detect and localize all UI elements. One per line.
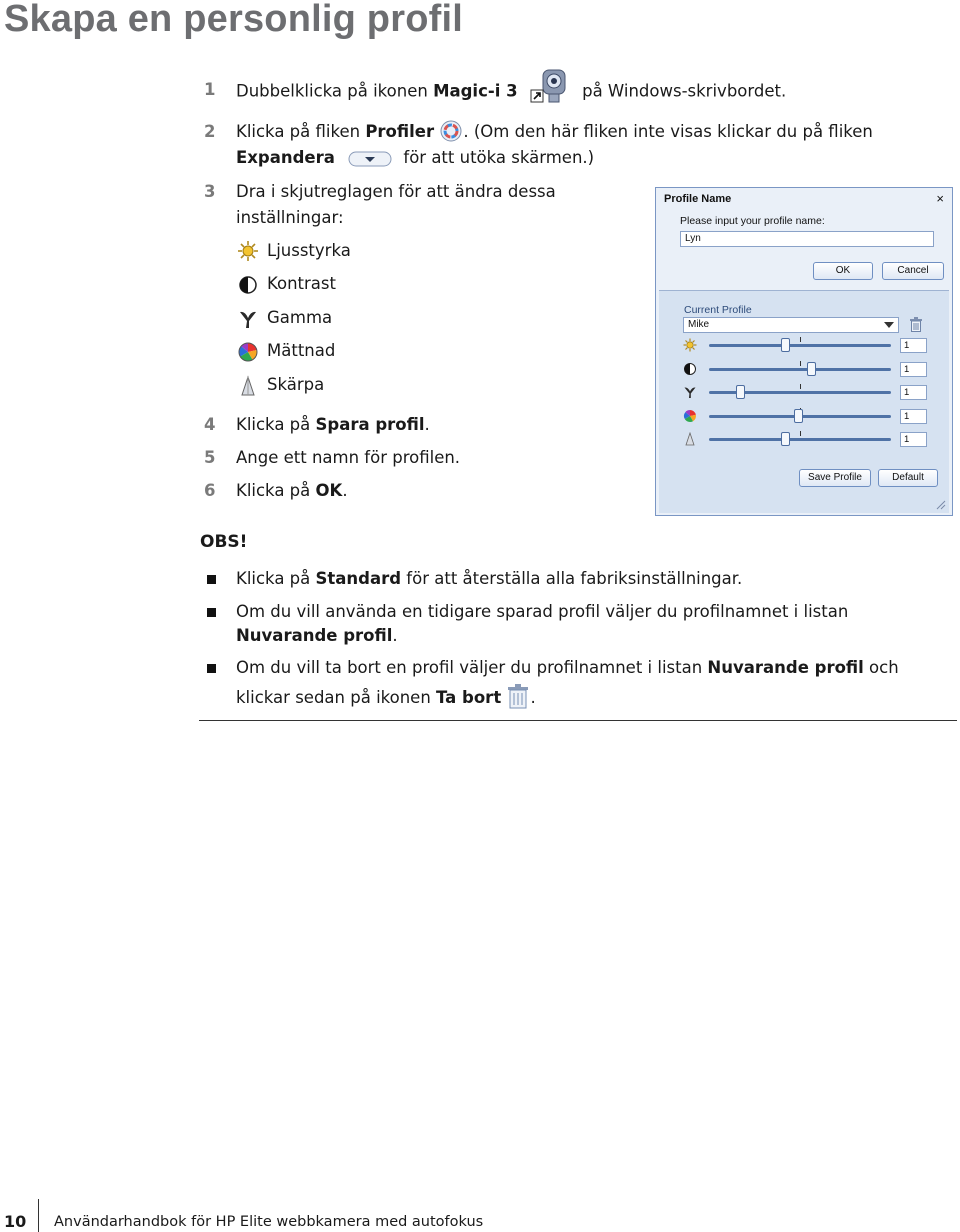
setting-label-sharpness: Skärpa (267, 375, 325, 394)
slider-value-field[interactable]: 1 (900, 432, 927, 447)
slider-value-field[interactable]: 1 (900, 362, 927, 377)
step-text: . (424, 415, 430, 434)
trash-icon[interactable] (909, 317, 923, 332)
setting-label-contrast: Kontrast (267, 274, 336, 293)
step-number: 5 (204, 448, 216, 467)
slider-center-tick (800, 361, 801, 366)
step-text: för att utöka skärmen.) (398, 148, 595, 167)
step-2-text-line2 (236, 146, 594, 170)
bullet-icon (207, 664, 216, 673)
sun-icon (237, 240, 259, 262)
profile-name-input[interactable]: Lyn (680, 231, 934, 247)
slider-center-tick (800, 337, 801, 342)
gamma-icon (683, 385, 697, 399)
step-5-text: Ange ett namn för profilen. (236, 448, 461, 467)
current-profile-select[interactable] (683, 317, 899, 333)
step-3-text-line2: inställningar: (236, 208, 344, 227)
note-text: Om du vill ta bort en profil väljer du profilnamnet i listan (236, 658, 708, 677)
slider-row (683, 430, 933, 450)
slider-track[interactable] (709, 344, 891, 347)
slider-thumb[interactable] (794, 409, 803, 423)
current-profile-label: Current Profile (684, 304, 752, 316)
note-bold: Standard (315, 569, 402, 588)
note-text: och (863, 658, 899, 677)
slider-track[interactable] (709, 438, 891, 441)
step-number: 1 (204, 80, 216, 99)
slider-thumb[interactable] (781, 432, 790, 446)
footer-divider (38, 1199, 39, 1232)
chevron-down-icon (884, 322, 894, 328)
gamma-icon (237, 308, 259, 330)
note-text: för att återställa alla fabriksinställningar. (401, 569, 743, 588)
step-number: 4 (204, 415, 216, 434)
section-divider (199, 720, 957, 721)
note-text: Klicka på (236, 569, 316, 588)
setting-label-saturation: Mättnad (267, 341, 336, 360)
slider-track[interactable] (709, 368, 891, 371)
trash-icon (506, 683, 530, 709)
step-text: . (342, 481, 348, 500)
step-1-text (236, 78, 786, 106)
note-text: . (392, 626, 398, 645)
slider-thumb[interactable] (781, 338, 790, 352)
step-number: 6 (204, 481, 216, 500)
profile-settings-panel (659, 290, 949, 513)
step-2-text (236, 120, 873, 144)
note-heading: OBS! (200, 532, 248, 552)
expand-tab-icon (348, 150, 392, 168)
slider-thumb[interactable] (736, 385, 745, 399)
note-item-3-line2 (236, 686, 536, 710)
save-profile-button[interactable]: Save Profile (799, 469, 871, 487)
sharpness-cone-icon (683, 432, 697, 446)
step-text: på Windows-skrivbordet. (582, 81, 787, 101)
sharpness-cone-icon (237, 375, 259, 397)
step-6-text (236, 479, 348, 503)
profile-name-dialog (655, 187, 953, 516)
step-text: Klicka på (236, 415, 316, 434)
resize-grip-icon[interactable] (936, 500, 946, 510)
footer-text: Användarhandbok för HP Elite webbkamera med autofokus (54, 1214, 484, 1230)
slider-thumb[interactable] (807, 362, 816, 376)
setting-label-gamma: Gamma (267, 308, 333, 327)
slider-row (683, 360, 933, 380)
step-bold: Magic-i 3 (433, 81, 518, 101)
sun-icon (683, 338, 697, 352)
step-text: Dubbelklicka på ikonen (236, 81, 434, 101)
profiles-tab-icon (439, 119, 463, 143)
setting-label-brightness: Ljusstyrka (267, 241, 351, 260)
slider-row (683, 383, 933, 403)
slider-center-tick (800, 384, 801, 389)
step-bold: Expandera (236, 148, 335, 167)
current-profile-value: Mike (688, 319, 710, 330)
note-text: . (530, 688, 536, 707)
profile-name-prompt: Please input your profile name: (680, 215, 825, 227)
color-wheel-icon (237, 341, 259, 363)
step-bold: Spara profil (315, 415, 425, 434)
note-item-1 (236, 567, 742, 591)
slider-row (683, 407, 933, 427)
step-bold: OK (315, 481, 343, 500)
step-text: Klicka på (236, 481, 316, 500)
step-text: Klicka på fliken (236, 122, 366, 141)
page-title: Skapa en personlig profil (4, 0, 463, 40)
magic-i-webcam-icon (527, 66, 573, 106)
page-number: 10 (4, 1212, 27, 1231)
color-wheel-icon (683, 409, 697, 423)
cancel-button[interactable]: Cancel (882, 262, 944, 280)
note-bold: Nuvarande profil (236, 626, 393, 645)
bullet-icon (207, 608, 216, 617)
contrast-icon (237, 274, 259, 296)
ok-button[interactable]: OK (813, 262, 873, 280)
dialog-title: Profile Name (664, 193, 732, 205)
slider-row (683, 336, 933, 356)
close-icon[interactable]: × (936, 191, 944, 206)
contrast-icon (683, 362, 697, 376)
step-4-text (236, 413, 430, 437)
step-number: 3 (204, 182, 216, 201)
note-item-2: Om du vill använda en tidigare sparad profil väljer du profilnamnet i listan (236, 602, 849, 621)
slider-value-field[interactable]: 1 (900, 338, 927, 353)
note-bold: Ta bort (436, 688, 502, 707)
default-button[interactable]: Default (878, 469, 938, 487)
bullet-icon (207, 575, 216, 584)
step-text: . (Om den här fliken inte visas klickar du på fliken (463, 122, 873, 141)
step-3-text: Dra i skjutreglagen för att ändra dessa (236, 182, 556, 201)
slider-value-field[interactable]: 1 (900, 385, 927, 400)
slider-value-field[interactable]: 1 (900, 409, 927, 424)
note-item-2-line2 (236, 624, 398, 648)
step-bold: Profiler (365, 122, 435, 141)
step-number: 2 (204, 122, 216, 141)
slider-center-tick (800, 431, 801, 436)
note-bold: Nuvarande profil (707, 658, 864, 677)
note-text: klickar sedan på ikonen (236, 688, 437, 707)
note-item-3 (236, 656, 899, 680)
